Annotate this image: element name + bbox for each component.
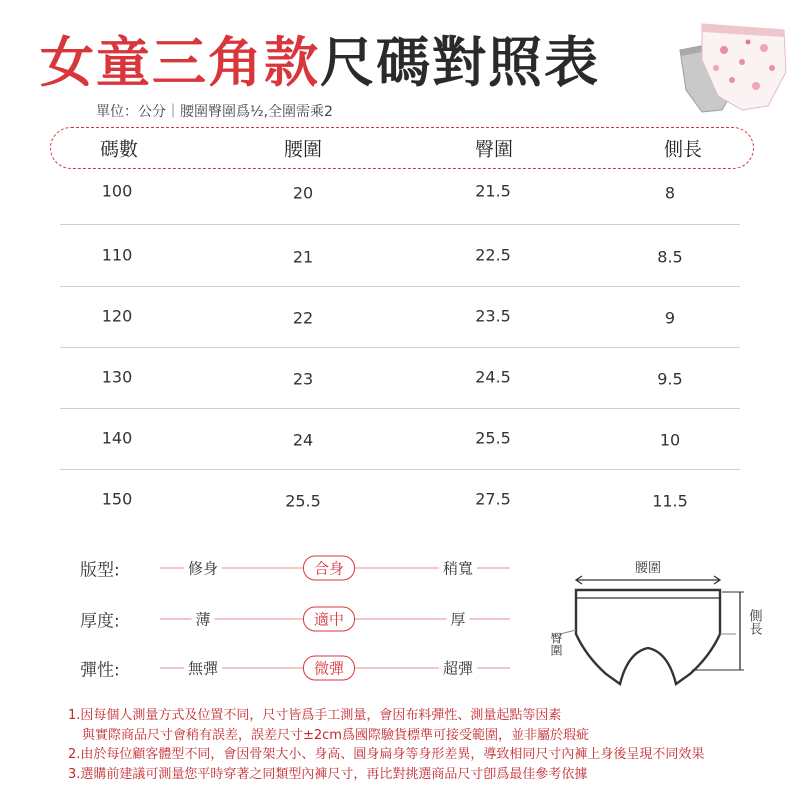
- row-divider: [60, 224, 740, 225]
- note-1: 1.因每個人測量方式及位置不同，尺寸皆爲手工測量，會因布料彈性、測量起點等因素: [68, 708, 562, 723]
- row5-waist: 24: [292, 430, 314, 450]
- header-side-length: 側長: [663, 138, 703, 161]
- row4-size: 130: [101, 367, 133, 387]
- elasticity-option-none: 無彈: [184, 658, 222, 679]
- thickness-option-medium-selected: 適中: [303, 607, 355, 632]
- row2-size: 110: [101, 245, 133, 265]
- row6-waist: 25.5: [285, 491, 321, 511]
- row-divider: [60, 286, 740, 287]
- header-waist: 腰圍: [283, 138, 323, 161]
- thickness-option-thin: 薄: [191, 609, 214, 630]
- elasticity-label: 彈性:: [80, 660, 120, 681]
- title-highlight: 女童三角款: [40, 31, 320, 94]
- row6-size: 150: [101, 489, 133, 509]
- row3-waist: 22: [292, 308, 314, 328]
- note-2: 2.由於每位顧客體型不同，會因骨架大小、身高、圓身扁身等身形差異，導致相同尺寸內褲上身後呈現不同效果: [68, 747, 705, 762]
- row5-side: 10: [659, 430, 681, 450]
- unit-note: 單位：公分｜腰圍臀圍爲½,全圍需乘2: [96, 104, 333, 120]
- row4-hip: 24.5: [475, 367, 511, 387]
- row-divider: [60, 469, 740, 470]
- row3-side: 9: [664, 308, 676, 328]
- thickness-option-thick: 厚: [446, 609, 469, 630]
- row1-waist: 20: [292, 183, 314, 203]
- thickness-label: 厚度:: [80, 611, 120, 632]
- note-1-continued: 與實際商品尺寸會稍有誤差，誤差尺寸±2cm爲國際驗貨標準可接受範圍，並非屬於瑕疵: [82, 727, 589, 743]
- row2-waist: 21: [292, 247, 314, 267]
- page-title: [40, 20, 600, 97]
- fit-option-regular-selected: 合身: [303, 556, 355, 581]
- row1-size: 100: [101, 181, 133, 201]
- header-hip: 臀圍: [474, 138, 514, 161]
- row6-hip: 27.5: [475, 489, 511, 509]
- elasticity-option-slight-selected: 微彈: [303, 656, 355, 681]
- waist-label: 腰圍: [634, 561, 662, 576]
- title-rest: 尺碼對照表: [320, 31, 600, 94]
- measurement-diagram: [540, 552, 770, 702]
- fit-option-loose: 稍寬: [439, 558, 477, 579]
- row2-hip: 22.5: [475, 245, 511, 265]
- row6-side: 11.5: [652, 491, 688, 511]
- table-header: [50, 127, 754, 169]
- row5-hip: 25.5: [475, 428, 511, 448]
- row2-side: 8.5: [657, 247, 683, 267]
- header-size: 碼數: [99, 138, 139, 161]
- elasticity-option-high: 超彈: [439, 658, 477, 679]
- row5-size: 140: [101, 428, 133, 448]
- notes-section: [68, 706, 704, 784]
- fit-option-slim: 修身: [184, 558, 222, 579]
- note-3: 3.選購前建議可測量您平時穿著之同類型內褲尺寸，再比對挑選商品尺寸卽爲最佳參考依據: [68, 766, 588, 782]
- row-divider: [60, 347, 740, 348]
- row4-side: 9.5: [657, 369, 683, 389]
- row1-side: 8: [664, 183, 676, 203]
- row-divider: [60, 408, 740, 409]
- row1-hip: 21.5: [475, 181, 511, 201]
- fit-label: 版型:: [80, 560, 120, 581]
- row4-waist: 23: [292, 369, 314, 389]
- side-label: 側長: [746, 609, 762, 635]
- row3-hip: 23.5: [475, 306, 511, 326]
- hip-label: 臀圍: [549, 632, 563, 656]
- product-photo: [672, 10, 792, 120]
- row3-size: 120: [101, 306, 133, 326]
